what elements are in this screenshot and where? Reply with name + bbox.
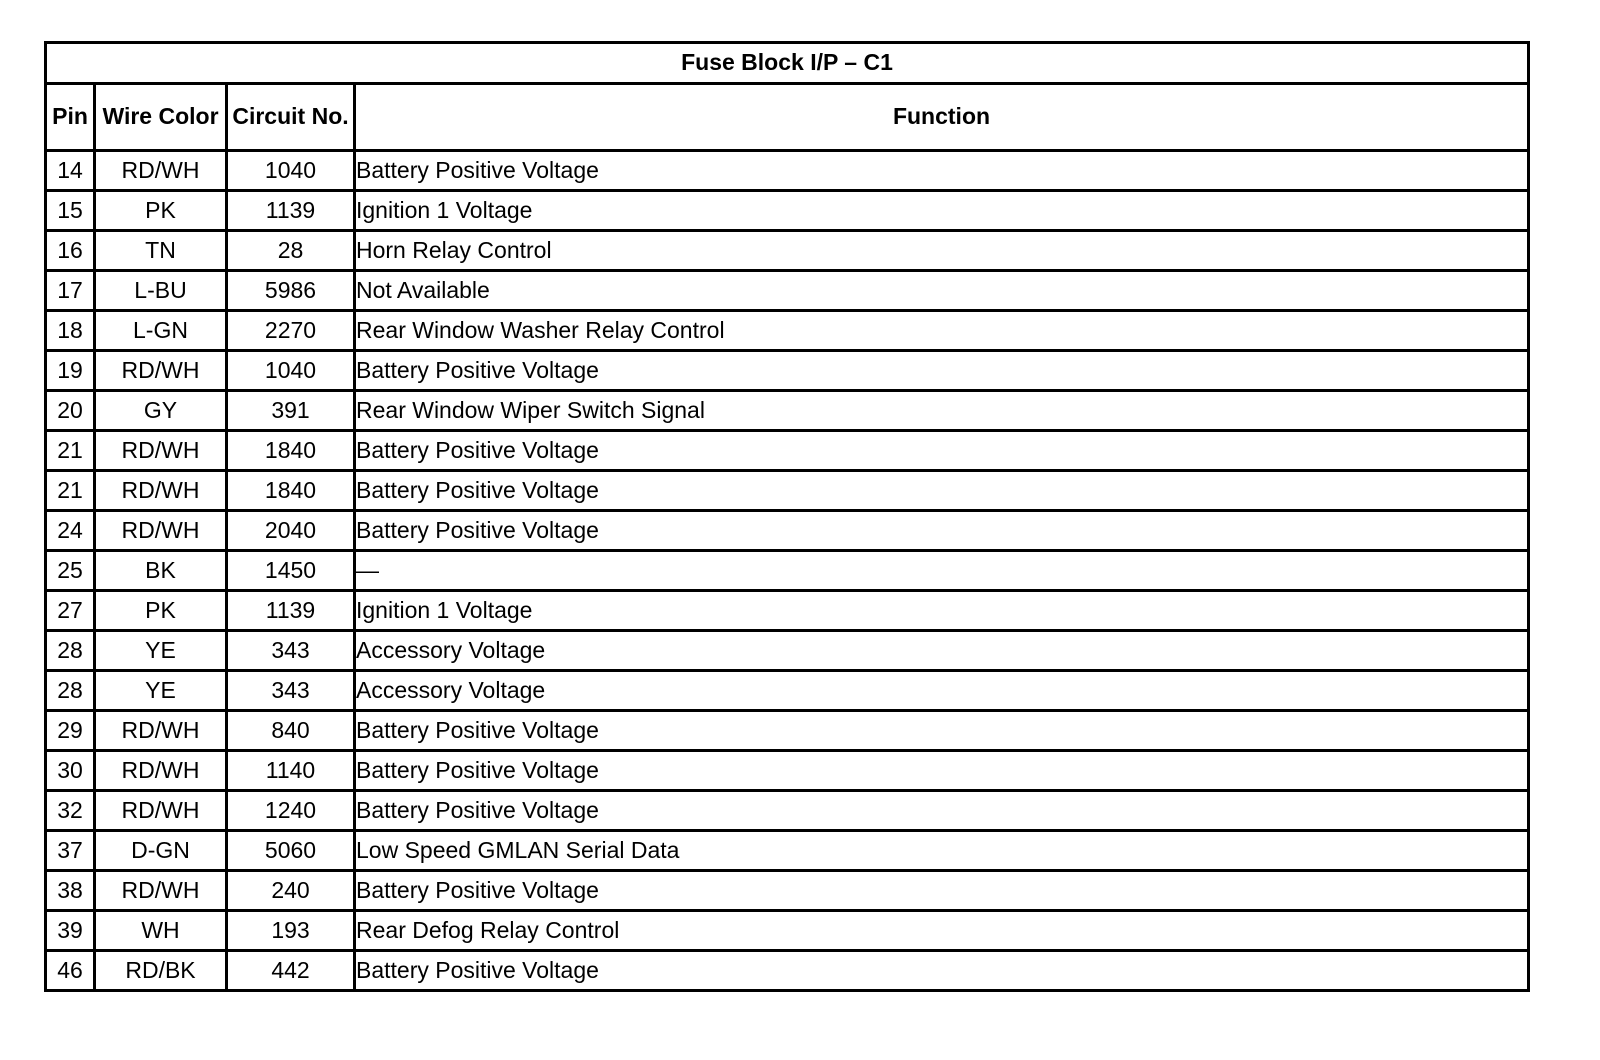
circuit-no-cell: 2270 <box>227 311 355 351</box>
circuit-no-cell: 5060 <box>227 831 355 871</box>
wire-color-cell: RD/WH <box>95 511 227 551</box>
function-cell: Battery Positive Voltage <box>355 431 1529 471</box>
function-cell: Battery Positive Voltage <box>355 151 1529 191</box>
table-row <box>46 591 1529 631</box>
function-cell: Rear Window Washer Relay Control <box>355 311 1529 351</box>
pin-cell: 17 <box>46 271 95 311</box>
header-wire-color: Wire Color <box>95 84 227 151</box>
fuse-block-table <box>44 41 1530 992</box>
function-cell: Battery Positive Voltage <box>355 511 1529 551</box>
pin-cell: 15 <box>46 191 95 231</box>
function-cell: Battery Positive Voltage <box>355 351 1529 391</box>
circuit-no-cell: 840 <box>227 711 355 751</box>
circuit-no-cell: 343 <box>227 671 355 711</box>
pin-cell: 39 <box>46 911 95 951</box>
pin-cell: 37 <box>46 831 95 871</box>
table-row <box>46 391 1529 431</box>
wire-color-cell: YE <box>95 671 227 711</box>
table-body <box>46 151 1529 991</box>
pin-cell: 28 <box>46 671 95 711</box>
circuit-no-cell: 442 <box>227 951 355 991</box>
table-row <box>46 871 1529 911</box>
circuit-no-cell: 1139 <box>227 591 355 631</box>
function-cell: Rear Defog Relay Control <box>355 911 1529 951</box>
header-pin: Pin <box>46 84 95 151</box>
wire-color-cell: D-GN <box>95 831 227 871</box>
circuit-no-cell: 5986 <box>227 271 355 311</box>
function-cell: Battery Positive Voltage <box>355 791 1529 831</box>
wire-color-cell: RD/WH <box>95 751 227 791</box>
table-row <box>46 431 1529 471</box>
wire-color-cell: RD/WH <box>95 151 227 191</box>
circuit-no-cell: 2040 <box>227 511 355 551</box>
wire-color-cell: PK <box>95 191 227 231</box>
table-row <box>46 511 1529 551</box>
function-cell: Ignition 1 Voltage <box>355 191 1529 231</box>
pin-cell: 25 <box>46 551 95 591</box>
function-cell: Battery Positive Voltage <box>355 471 1529 511</box>
wire-color-cell: RD/WH <box>95 471 227 511</box>
function-cell: Low Speed GMLAN Serial Data <box>355 831 1529 871</box>
function-cell: — <box>355 551 1529 591</box>
function-cell: Rear Window Wiper Switch Signal <box>355 391 1529 431</box>
circuit-no-cell: 240 <box>227 871 355 911</box>
table-row <box>46 831 1529 871</box>
circuit-no-cell: 28 <box>227 231 355 271</box>
function-cell: Accessory Voltage <box>355 671 1529 711</box>
wire-color-cell: RD/WH <box>95 351 227 391</box>
circuit-no-cell: 1450 <box>227 551 355 591</box>
function-cell: Not Available <box>355 271 1529 311</box>
function-cell: Battery Positive Voltage <box>355 951 1529 991</box>
table-row <box>46 911 1529 951</box>
wire-color-cell: RD/WH <box>95 871 227 911</box>
wire-color-cell: RD/WH <box>95 431 227 471</box>
pin-cell: 16 <box>46 231 95 271</box>
circuit-no-cell: 1240 <box>227 791 355 831</box>
pin-cell: 18 <box>46 311 95 351</box>
circuit-no-cell: 391 <box>227 391 355 431</box>
table-row <box>46 231 1529 271</box>
function-cell: Ignition 1 Voltage <box>355 591 1529 631</box>
wire-color-cell: RD/WH <box>95 791 227 831</box>
pin-cell: 24 <box>46 511 95 551</box>
function-cell: Battery Positive Voltage <box>355 871 1529 911</box>
table-row <box>46 471 1529 511</box>
header-circuit-no: Circuit No. <box>227 84 355 151</box>
wire-color-cell: L-BU <box>95 271 227 311</box>
wire-color-cell: YE <box>95 631 227 671</box>
table-row <box>46 191 1529 231</box>
circuit-no-cell: 1040 <box>227 351 355 391</box>
table-row <box>46 631 1529 671</box>
header-function: Function <box>355 84 1529 151</box>
pin-cell: 19 <box>46 351 95 391</box>
circuit-no-cell: 1840 <box>227 471 355 511</box>
function-cell: Horn Relay Control <box>355 231 1529 271</box>
table-row <box>46 671 1529 711</box>
pin-cell: 21 <box>46 431 95 471</box>
pin-cell: 29 <box>46 711 95 751</box>
wire-color-cell: GY <box>95 391 227 431</box>
function-cell: Battery Positive Voltage <box>355 711 1529 751</box>
table-row <box>46 351 1529 391</box>
circuit-no-cell: 193 <box>227 911 355 951</box>
table-row <box>46 951 1529 991</box>
table-row <box>46 791 1529 831</box>
circuit-no-cell: 1139 <box>227 191 355 231</box>
pin-cell: 28 <box>46 631 95 671</box>
wire-color-cell: PK <box>95 591 227 631</box>
pin-cell: 27 <box>46 591 95 631</box>
pin-cell: 32 <box>46 791 95 831</box>
circuit-no-cell: 1840 <box>227 431 355 471</box>
wire-color-cell: WH <box>95 911 227 951</box>
pin-cell: 14 <box>46 151 95 191</box>
wire-color-cell: TN <box>95 231 227 271</box>
pin-cell: 20 <box>46 391 95 431</box>
table-row <box>46 151 1529 191</box>
pin-cell: 30 <box>46 751 95 791</box>
pin-cell: 38 <box>46 871 95 911</box>
table-row <box>46 751 1529 791</box>
table-title: Fuse Block I/P – C1 <box>46 43 1529 84</box>
wire-color-cell: RD/BK <box>95 951 227 991</box>
table-row <box>46 271 1529 311</box>
circuit-no-cell: 1040 <box>227 151 355 191</box>
table-row <box>46 711 1529 751</box>
circuit-no-cell: 1140 <box>227 751 355 791</box>
pin-cell: 46 <box>46 951 95 991</box>
pin-cell: 21 <box>46 471 95 511</box>
wire-color-cell: BK <box>95 551 227 591</box>
function-cell: Accessory Voltage <box>355 631 1529 671</box>
wire-color-cell: L-GN <box>95 311 227 351</box>
table-row <box>46 551 1529 591</box>
wire-color-cell: RD/WH <box>95 711 227 751</box>
table-row <box>46 311 1529 351</box>
function-cell: Battery Positive Voltage <box>355 751 1529 791</box>
circuit-no-cell: 343 <box>227 631 355 671</box>
